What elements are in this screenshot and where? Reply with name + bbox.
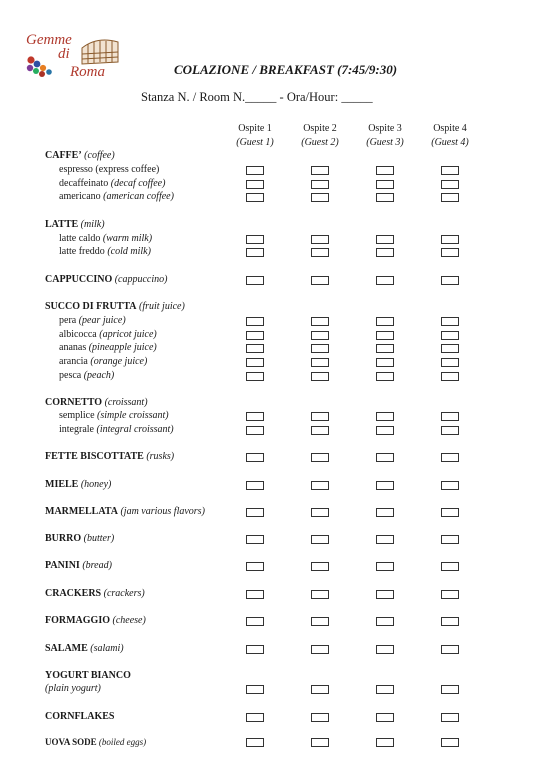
label-it: latte caldo xyxy=(59,233,101,244)
label-it: CAFFE’ xyxy=(45,150,82,161)
checkbox-guest-4[interactable] xyxy=(441,738,459,747)
checkbox-guest-2[interactable] xyxy=(311,738,329,747)
section-label xyxy=(45,479,111,491)
guest-column-header-4 xyxy=(418,122,482,150)
checkbox-guest-3[interactable] xyxy=(376,685,394,694)
checkbox-guest-1[interactable] xyxy=(246,481,264,490)
label-en: (fruit juice) xyxy=(136,301,185,312)
checkbox-guest-3[interactable] xyxy=(376,193,394,202)
checkbox-guest-1[interactable] xyxy=(246,685,264,694)
checkbox-guest-3[interactable] xyxy=(376,276,394,285)
checkbox-guest-1[interactable] xyxy=(246,617,264,626)
checkbox-guest-2[interactable] xyxy=(311,412,329,421)
label-en: (cappuccino) xyxy=(112,274,168,285)
checkbox-guest-2[interactable] xyxy=(311,248,329,257)
label-en: (apricot juice) xyxy=(96,329,157,340)
label-en: (bread) xyxy=(79,560,112,571)
checkbox-guest-4[interactable] xyxy=(441,358,459,367)
label-en: (croissant) xyxy=(102,397,148,408)
section-label xyxy=(45,560,112,572)
label-it: albicocca xyxy=(59,329,97,340)
logo-line3: Roma xyxy=(70,64,105,80)
label-it: FORMAGGIO xyxy=(45,615,110,626)
checkbox-guest-4[interactable] xyxy=(441,453,459,462)
label-en: (express coffee) xyxy=(92,164,160,175)
item-label xyxy=(59,164,159,176)
label-it: ananas xyxy=(59,342,87,353)
checkbox-guest-1[interactable] xyxy=(246,713,264,722)
label-en: (cheese) xyxy=(110,615,146,626)
checkbox-guest-1[interactable] xyxy=(246,180,264,189)
section-label xyxy=(45,736,146,748)
checkbox-guest-3[interactable] xyxy=(376,235,394,244)
label-en: (salami) xyxy=(87,643,124,654)
checkbox-guest-1[interactable] xyxy=(246,166,264,175)
checkbox-guest-3[interactable] xyxy=(376,180,394,189)
label-it: PANINI xyxy=(45,560,80,571)
checkbox-guest-2[interactable] xyxy=(311,344,329,353)
label-it: CAPPUCCINO xyxy=(45,274,113,285)
checkbox-guest-4[interactable] xyxy=(441,535,459,544)
label-it: espresso xyxy=(59,164,93,175)
label-it: MIELE xyxy=(45,479,79,490)
section-label xyxy=(45,588,145,600)
checkbox-guest-2[interactable] xyxy=(311,235,329,244)
checkbox-guest-3[interactable] xyxy=(376,562,394,571)
checkbox-guest-1[interactable] xyxy=(246,248,264,257)
item-label xyxy=(59,233,152,245)
label-en: (rusks) xyxy=(143,451,175,462)
checkbox-guest-3[interactable] xyxy=(376,331,394,340)
checkbox-guest-4[interactable] xyxy=(441,412,459,421)
label-en: (boiled eggs) xyxy=(96,737,147,747)
item-label xyxy=(59,329,157,341)
section-label xyxy=(45,451,174,463)
checkbox-guest-4[interactable] xyxy=(441,331,459,340)
checkbox-guest-3[interactable] xyxy=(376,412,394,421)
logo-line2: di xyxy=(58,46,70,62)
label-en: (pineapple juice) xyxy=(86,342,157,353)
checkbox-guest-4[interactable] xyxy=(441,617,459,626)
checkbox-guest-3[interactable] xyxy=(376,248,394,257)
checkbox-guest-4[interactable] xyxy=(441,180,459,189)
checkbox-guest-3[interactable] xyxy=(376,535,394,544)
guest-label-en: (Guest 2) xyxy=(301,137,339,148)
label-en: (plain yogurt) xyxy=(45,683,101,694)
label-en: (orange juice) xyxy=(87,356,148,367)
label-en: (crackers) xyxy=(101,588,145,599)
checkbox-guest-4[interactable] xyxy=(441,713,459,722)
checkbox-guest-3[interactable] xyxy=(376,166,394,175)
checkbox-guest-2[interactable] xyxy=(311,372,329,381)
guest-label: Ospite 4 xyxy=(433,123,467,134)
section-label xyxy=(45,397,148,409)
label-it: pesca xyxy=(59,370,82,381)
checkbox-guest-3[interactable] xyxy=(376,508,394,517)
checkbox-guest-1[interactable] xyxy=(246,344,264,353)
checkbox-guest-4[interactable] xyxy=(441,645,459,654)
section-label xyxy=(45,219,105,231)
item-label xyxy=(59,246,151,258)
label-it: americano xyxy=(59,191,101,202)
label-it: arancia xyxy=(59,356,88,367)
section-label xyxy=(45,150,115,162)
label-en: (honey) xyxy=(78,479,112,490)
checkbox-guest-1[interactable] xyxy=(246,426,264,435)
checkbox-guest-3[interactable] xyxy=(376,617,394,626)
guest-label-en: (Guest 3) xyxy=(366,137,404,148)
checkbox-guest-2[interactable] xyxy=(311,617,329,626)
label-en: (butter) xyxy=(81,533,115,544)
label-en: (pear juice) xyxy=(76,315,126,326)
checkbox-guest-2[interactable] xyxy=(311,508,329,517)
label-it: CORNETTO xyxy=(45,397,103,408)
checkbox-guest-1[interactable] xyxy=(246,358,264,367)
label-it: MARMELLATA xyxy=(45,506,118,517)
checkbox-guest-2[interactable] xyxy=(311,713,329,722)
label-it: FETTE BISCOTTATE xyxy=(45,451,144,462)
checkbox-guest-2[interactable] xyxy=(311,193,329,202)
logo-line1: Gemme xyxy=(26,32,72,48)
checkbox-guest-1[interactable] xyxy=(246,193,264,202)
label-en: (milk) xyxy=(78,219,105,230)
room-hour-line: Stanza N. / Room N._____ - Ora/Hour: _____ xyxy=(141,90,373,104)
guest-column-header-3 xyxy=(353,122,417,150)
guest-label: Ospite 1 xyxy=(238,123,272,134)
checkbox-guest-3[interactable] xyxy=(376,317,394,326)
label-it: semplice xyxy=(59,410,95,421)
page-title: COLAZIONE / BREAKFAST (7:45/9:30) xyxy=(174,62,398,77)
label-it: latte freddo xyxy=(59,246,105,257)
checkbox-guest-3[interactable] xyxy=(376,372,394,381)
item-label xyxy=(59,191,174,203)
checkbox-guest-4[interactable] xyxy=(441,508,459,517)
checkbox-guest-1[interactable] xyxy=(246,235,264,244)
checkbox-guest-2[interactable] xyxy=(311,685,329,694)
section-label xyxy=(45,711,114,723)
label-it: decaffeinato xyxy=(59,178,109,189)
section-label xyxy=(45,615,146,627)
checkbox-guest-1[interactable] xyxy=(246,590,264,599)
checkbox-guest-4[interactable] xyxy=(441,166,459,175)
checkbox-guest-2[interactable] xyxy=(311,535,329,544)
item-label xyxy=(59,178,165,190)
checkbox-guest-2[interactable] xyxy=(311,562,329,571)
checkbox-guest-1[interactable] xyxy=(246,645,264,654)
section-label xyxy=(45,274,167,286)
label-it: SALAME xyxy=(45,643,88,654)
checkbox-guest-4[interactable] xyxy=(441,344,459,353)
item-label xyxy=(59,410,169,422)
item-label xyxy=(45,683,101,695)
checkbox-guest-2[interactable] xyxy=(311,645,329,654)
label-it: CRACKERS xyxy=(45,588,102,599)
checkbox-guest-3[interactable] xyxy=(376,426,394,435)
checkbox-guest-3[interactable] xyxy=(376,453,394,462)
guest-label-en: (Guest 1) xyxy=(236,137,274,148)
checkbox-guest-3[interactable] xyxy=(376,645,394,654)
checkbox-guest-1[interactable] xyxy=(246,508,264,517)
checkbox-guest-2[interactable] xyxy=(311,453,329,462)
label-it: pera xyxy=(59,315,77,326)
label-en: (decaf coffee) xyxy=(108,178,166,189)
checkbox-guest-4[interactable] xyxy=(441,481,459,490)
checkbox-guest-4[interactable] xyxy=(441,426,459,435)
item-label xyxy=(59,356,147,368)
section-label xyxy=(45,506,205,518)
checkbox-guest-1[interactable] xyxy=(246,317,264,326)
checkbox-guest-3[interactable] xyxy=(376,738,394,747)
checkbox-guest-3[interactable] xyxy=(376,590,394,599)
checkbox-guest-3[interactable] xyxy=(376,358,394,367)
label-en: (integral croissant) xyxy=(93,424,174,435)
checkbox-guest-2[interactable] xyxy=(311,481,329,490)
guest-label-en: (Guest 4) xyxy=(431,137,469,148)
checkbox-guest-1[interactable] xyxy=(246,372,264,381)
section-label xyxy=(45,670,131,682)
checkbox-guest-1[interactable] xyxy=(246,453,264,462)
guest-label: Ospite 2 xyxy=(303,123,337,134)
checkbox-guest-3[interactable] xyxy=(376,713,394,722)
guest-column-header-1 xyxy=(223,122,287,150)
checkbox-guest-3[interactable] xyxy=(376,344,394,353)
item-label xyxy=(59,342,157,354)
label-it: CORNFLAKES xyxy=(45,711,115,722)
checkbox-guest-2[interactable] xyxy=(311,590,329,599)
label-en: (warm milk) xyxy=(100,233,153,244)
checkbox-guest-4[interactable] xyxy=(441,685,459,694)
item-label xyxy=(59,370,114,382)
guest-column-header-2 xyxy=(288,122,352,150)
checkbox-guest-2[interactable] xyxy=(311,276,329,285)
guest-label: Ospite 3 xyxy=(368,123,402,134)
checkbox-guest-4[interactable] xyxy=(441,248,459,257)
checkbox-guest-2[interactable] xyxy=(311,331,329,340)
checkbox-guest-2[interactable] xyxy=(311,426,329,435)
checkbox-guest-2[interactable] xyxy=(311,358,329,367)
label-en: (simple croissant) xyxy=(94,410,169,421)
checkbox-guest-4[interactable] xyxy=(441,235,459,244)
label-it: integrale xyxy=(59,424,94,435)
checkbox-guest-1[interactable] xyxy=(246,738,264,747)
label-it: YOGURT BIANCO xyxy=(45,670,131,681)
label-it: SUCCO DI FRUTTA xyxy=(45,301,137,312)
item-label xyxy=(59,424,174,436)
label-en: (american coffee) xyxy=(100,191,174,202)
label-it: LATTE xyxy=(45,219,79,230)
label-en: (cold milk) xyxy=(104,246,151,257)
checkbox-guest-4[interactable] xyxy=(441,590,459,599)
label-en: (peach) xyxy=(81,370,115,381)
checkbox-guest-1[interactable] xyxy=(246,562,264,571)
checkbox-guest-1[interactable] xyxy=(246,276,264,285)
checkbox-guest-1[interactable] xyxy=(246,412,264,421)
label-en: (coffee) xyxy=(81,150,115,161)
checkbox-guest-2[interactable] xyxy=(311,180,329,189)
checkbox-guest-4[interactable] xyxy=(441,317,459,326)
checkbox-guest-4[interactable] xyxy=(441,276,459,285)
checkbox-guest-2[interactable] xyxy=(311,317,329,326)
checkbox-guest-1[interactable] xyxy=(246,331,264,340)
checkbox-guest-3[interactable] xyxy=(376,481,394,490)
section-label xyxy=(45,643,124,655)
section-label xyxy=(45,533,114,545)
checkbox-guest-4[interactable] xyxy=(441,372,459,381)
checkbox-guest-4[interactable] xyxy=(441,193,459,202)
label-it: BURRO xyxy=(45,533,82,544)
label-en: (jam various flavors) xyxy=(117,506,205,517)
checkbox-guest-4[interactable] xyxy=(441,562,459,571)
item-label xyxy=(59,315,126,327)
gemme-di-roma-logo xyxy=(22,26,126,82)
checkbox-guest-1[interactable] xyxy=(246,535,264,544)
checkbox-guest-2[interactable] xyxy=(311,166,329,175)
label-it: UOVA SODE xyxy=(45,737,97,747)
section-label xyxy=(45,301,185,313)
